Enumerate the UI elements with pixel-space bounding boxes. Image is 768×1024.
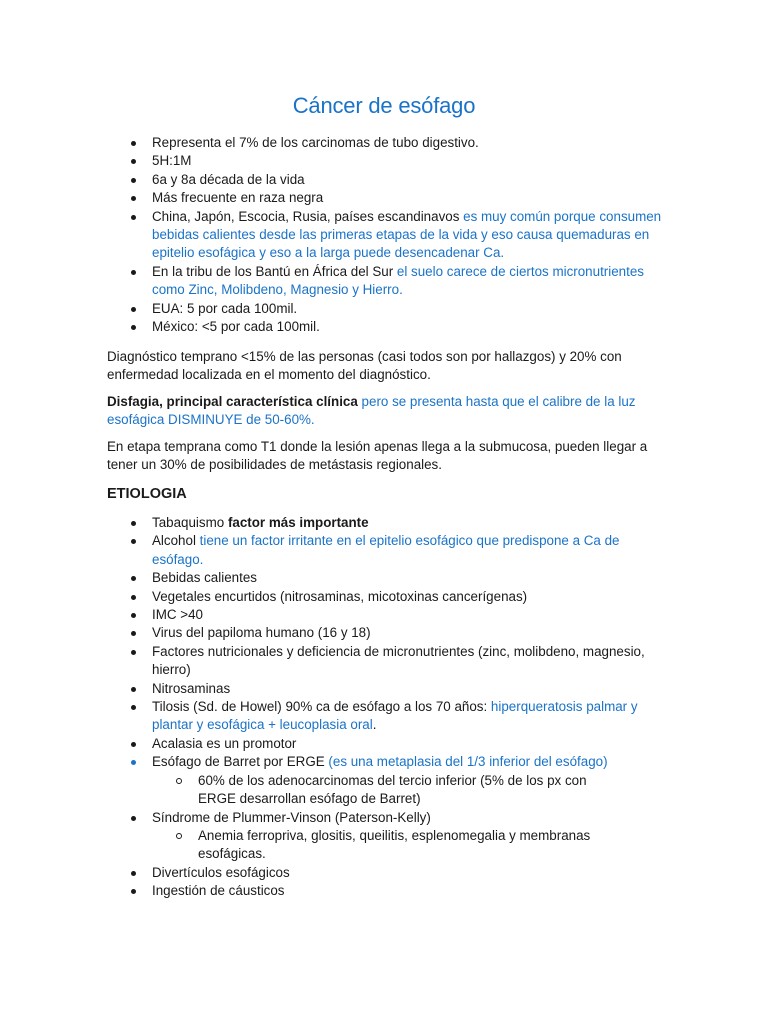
list-item: China, Japón, Escocia, Rusia, países escandinavos es muy común porque consumen bebidas calientes desde las primeras etapas de la vida y eso causa quemaduras en epitelio esofágica y eso a la larga puede desencadenar Ca. [0,208,662,263]
list-item: En la tribu de los Bantú en África del Sur el suelo carece de ciertos micronutrientes como Zinc, Molibdeno, Magnesio y Hierro. [0,263,662,300]
sub-list-item: 60% de los adenocarcinomas del tercio inferior (5% de los px con ERGE desarrollan esófago de Barret) [152,772,628,809]
list-item: Más frecuente en raza negra [0,189,662,207]
etiologia-heading: ETIOLOGIA [107,486,187,502]
list-item: Acalasia es un promotor [0,735,662,753]
list-item: EUA: 5 por cada 100mil. [0,300,662,318]
list-item: Nitrosaminas [0,680,662,698]
list-item: IMC >40 [0,606,662,624]
sub-list [152,772,662,809]
list-item: Síndrome de Plummer-Vinson (Paterson-Kelly) Anemia ferropriva, glositis, queilitis, esplenomegalia y membranas esofágicas. [0,809,662,864]
list-item: Alcohol tiene un factor irritante en el epitelio esofágico que predispone a Ca de esófago. [0,532,662,569]
etiologia-list [0,514,662,901]
highlight-text: el suelo carece de ciertos micronutrientes como Zinc, Molibdeno, Magnesio y Hierro. [152,263,644,298]
disfagia-paragraph: Disfagia, principal característica clínica pero se presenta hasta que el calibre de la luz esofágica DISMINUYE de 50-60%. [107,394,636,428]
highlight-text: es muy común porque consumen bebidas calientes desde las primeras etapas de la vida y eso causa quemaduras en epitelio esofágica y eso a la larga puede desencadenar Ca. [152,208,662,261]
list-item: Tabaquismo factor más importante [0,514,662,532]
diagnostico-paragraph: Diagnóstico temprano <15% de las personas (casi todos son por hallazgos) y 20% con enfermedad localizada en el momento del diagnóstico. [107,349,622,383]
etapa-paragraph: En etapa temprana como T1 donde la lesión apenas llega a la submucosa, pueden llegar a tener un 30% de posibilidades de metástasis regionales. [107,439,648,473]
list-item: Divertículos esofágicos [0,864,662,882]
list-item: Esófago de Barret por ERGE (es una metaplasia del 1/3 inferior del esófago) 60% de los adenocarcinomas del tercio inferior (5% de los px con ERGE desarrollan esófago de Barret) [0,753,662,808]
sub-list-item: Anemia ferropriva, glositis, queilitis, esplenomegalia y membranas esofágicas. [152,827,628,864]
list-item: Ingestión de cáusticos [0,882,662,900]
document-title: Cáncer de esófago [292,93,476,118]
list-item: Bebidas calientes [0,569,662,587]
list-item: 6a y 8a década de la vida [0,171,662,189]
list-item: México: <5 por cada 100mil. [0,318,662,336]
sub-list [152,827,662,864]
list-item: Factores nutricionales y deficiencia de micronutrientes (zinc, molibdeno, magnesio, hierro) [0,643,662,680]
intro-list [0,134,662,336]
list-item: 5H:1M [0,152,662,170]
list-item: Virus del papiloma humano (16 y 18) [0,624,662,642]
list-item: Vegetales encurtidos (nitrosaminas, micotoxinas cancerígenas) [0,588,662,606]
list-item: Representa el 7% de los carcinomas de tubo digestivo. [0,134,662,152]
list-item: Tilosis (Sd. de Howel) 90% ca de esófago a los 70 años: hiperqueratosis palmar y plantar y esofágica + leucoplasia oral. [0,698,662,735]
